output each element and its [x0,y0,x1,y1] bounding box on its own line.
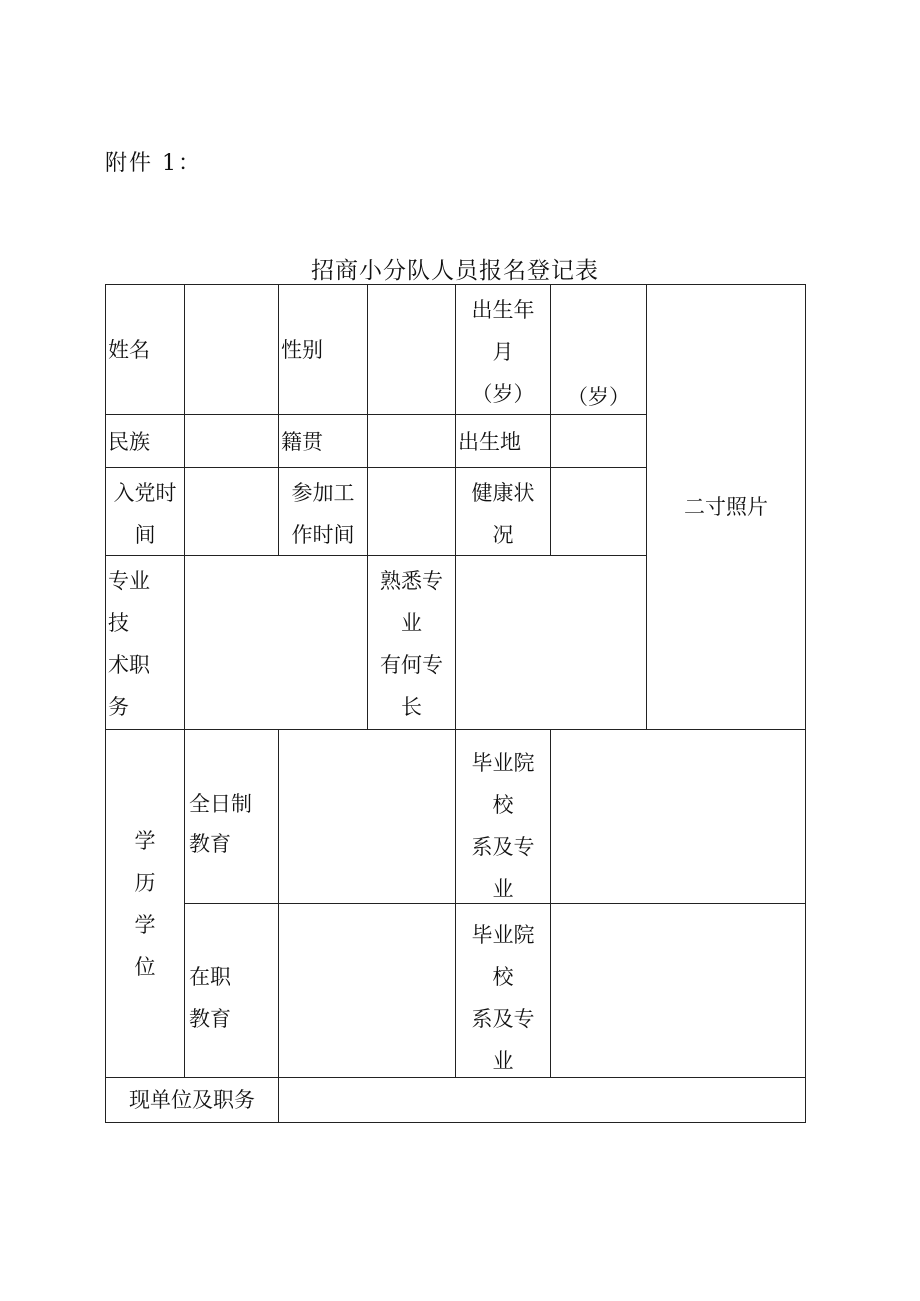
gender-label: 性别 [278,284,368,415]
ethnicity-label: 民族 [105,414,185,468]
school-label-2: 毕业院 校 系及专 业 [455,903,551,1078]
position-field[interactable] [278,1077,806,1123]
health-label: 健康状 况 [455,467,551,556]
specialty-field[interactable] [455,555,647,730]
school-field-2[interactable] [550,903,806,1078]
native-field[interactable] [367,414,456,468]
birth-label: 出生年 月 （岁） [455,284,551,415]
inservice-field[interactable] [278,903,456,1078]
work-date-field[interactable] [367,467,456,556]
photo-box: 二寸照片 [646,284,806,730]
ethnicity-field[interactable] [184,414,279,468]
name-field[interactable] [184,284,279,415]
fulltime-label: 全日制 教育 [184,729,279,904]
party-date-field[interactable] [184,467,279,556]
school-field-1[interactable] [550,729,806,904]
birthplace-label: 出生地 [455,414,551,468]
form-title: 招商小分队人员报名登记表 [311,258,599,284]
tech-title-field[interactable] [184,555,368,730]
health-field[interactable] [550,467,647,556]
party-date-label: 入党时 间 [105,467,185,556]
tech-title-label: 专业 技 术职 务 [105,555,185,730]
school-label-1: 毕业院 校 系及专 业 [455,729,551,904]
education-label: 学 历 学 位 [105,729,185,1078]
work-date-label: 参加工 作时间 [278,467,368,556]
specialty-label: 熟悉专 业 有何专 长 [367,555,456,730]
birth-age-field[interactable]: （岁） [550,284,647,415]
name-label: 姓名 [105,284,185,415]
attachment-label: 附件 1： [105,151,202,176]
inservice-label: 在职 教育 [184,903,279,1078]
native-label: 籍贯 [278,414,368,468]
position-label: 现单位及职务 [105,1077,279,1123]
birthplace-field[interactable] [550,414,647,468]
gender-field[interactable] [367,284,456,415]
fulltime-field[interactable] [278,729,456,904]
